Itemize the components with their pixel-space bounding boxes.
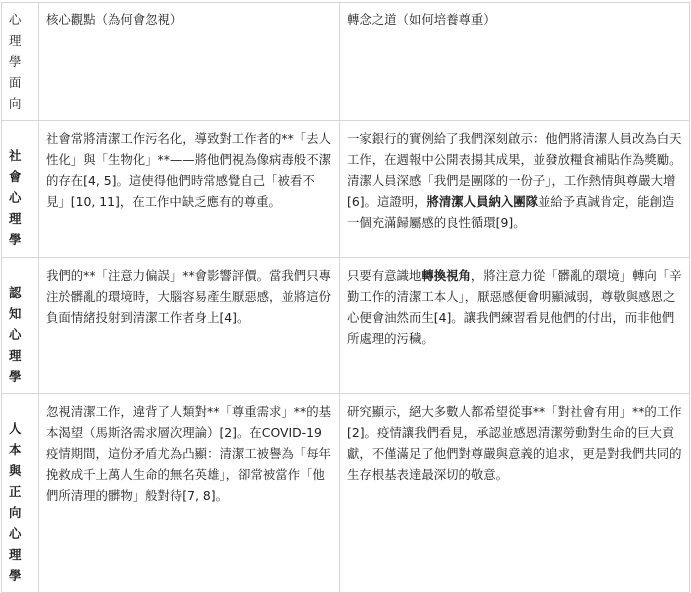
table-row <box>2 258 690 394</box>
shift-text-bold: 轉換視角 <box>421 268 471 283</box>
comparison-table <box>1 2 690 593</box>
row-aspect-label: 人本與正向心理學 <box>2 394 39 593</box>
table-row <box>2 121 690 258</box>
row-core-cell: 我們的**「注意力偏誤」**會影響評價。當我們只專注於髒亂的環境時，大腦容易產生厭惡感，並將這份負面情緒投射到清潔工作者身上[4]。 <box>39 258 340 394</box>
row-aspect-label: 認知心理學 <box>2 258 39 394</box>
header-shift-approach: 轉念之道（如何培養尊重） <box>340 3 690 121</box>
shift-text-bold: 將清潔人員納入團隊 <box>426 194 539 209</box>
shift-text-a: 一家銀行的實例給了我們深刻啟示：他們將清潔人員改為白天工作，在週報中公開表揚其成果，並發放糧食補貼作為獎勵。清潔人員深感「我們是團隊的一份子」，工作熱情與尊嚴大增[6]。這證明， <box>347 131 682 209</box>
table-row <box>2 394 690 593</box>
shift-text-a: 只要有意識地 <box>347 268 422 283</box>
header-aspect: 心理學面向 <box>2 3 39 121</box>
content-area <box>1 2 690 593</box>
row-core-cell: 社會常將清潔工作污名化，導致對工作者的**「去人性化」與「生物化」**——將他們視為像病毒般不潔的存在[4, 5]。這使得他們時常感覺自己「被看不見」[10, 11]，在工作中缺乏應有的尊重。 <box>39 121 340 258</box>
row-shift-cell <box>340 394 690 593</box>
shift-text-a: 研究顯示，絕大多數人都希望從事**「對社會有用」**的工作[2]。疫情讓我們看見，承認並感恩清潔勞動對生命的巨大貢獻，不僅滿足了他們對尊嚴與意義的追求，更是對我們共同的生存根基表達最深切的敬意。 <box>347 404 682 482</box>
row-core-cell: 忽視清潔工作，違背了人類對**「尊重需求」**的基本渴望（馬斯洛需求層次理論）[2]。在COVID-19疫情期間，這份矛盾尤為凸顯：清潔工被譽為「每年挽救成千上萬人生命的無名英雄」，卻常被當作「他們所清理的髒物」般對待[7, 8]。 <box>39 394 340 593</box>
row-shift-cell <box>340 121 690 258</box>
row-shift-cell <box>340 258 690 394</box>
table-header-row <box>2 3 690 121</box>
shift-text-b: 並給予真誠肯定，能創造一個充滿歸屬感的良性循環[9]。 <box>347 194 675 230</box>
shift-text-b: ，將注意力從「髒亂的環境」轉向「辛勤工作的清潔工本人」，厭惡感便會明顯減弱，尊敬與感恩之心便會油然而生[4]。讓我們練習看見他們的付出，而非他們所處理的污穢。 <box>347 268 682 346</box>
row-aspect-label: 社會心理學 <box>2 121 39 258</box>
header-core-view: 核心觀點（為何會忽視） <box>39 3 340 121</box>
